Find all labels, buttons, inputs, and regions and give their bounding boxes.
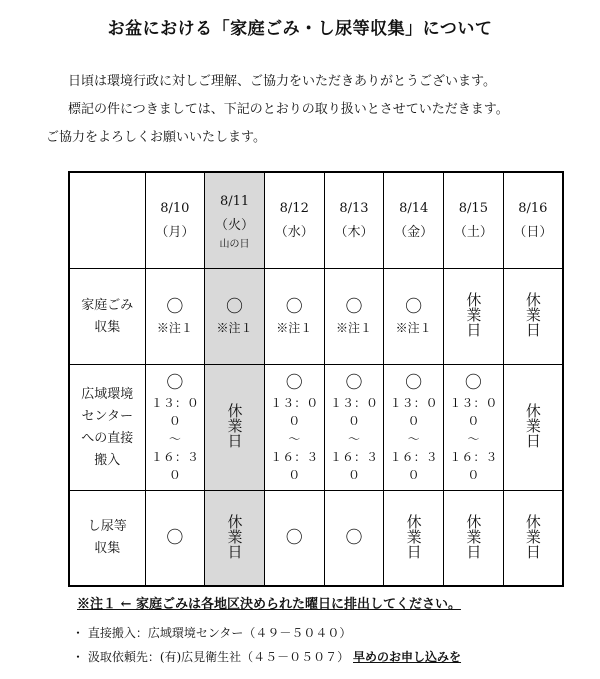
weekday-label: （木） <box>334 224 374 240</box>
date-label: 8/15 <box>458 200 488 216</box>
page-title: お盆における「家庭ごみ・し尿等収集」について <box>107 19 493 39</box>
schedule-cell <box>384 365 444 491</box>
closed-label: 休業日 <box>523 292 542 337</box>
date-label: 8/14 <box>399 200 429 216</box>
row-label-line: センター <box>81 408 133 424</box>
time-to: １６：３０ <box>449 449 498 482</box>
row-label-line: 収集 <box>94 541 121 556</box>
schedule-cell <box>264 491 324 587</box>
time-tilde: ～ <box>407 431 420 446</box>
time-to: １６：３０ <box>270 449 319 482</box>
date-header-cell <box>384 172 444 269</box>
date-header-cell <box>205 172 265 269</box>
time-tilde: ～ <box>467 431 480 446</box>
schedule-cell <box>145 269 205 365</box>
closed-label: 休業日 <box>523 403 542 448</box>
time-from: １３：００ <box>449 395 498 428</box>
row-label-line: 搬入 <box>94 452 121 468</box>
schedule-row <box>69 269 563 365</box>
schedule-cell <box>503 491 563 587</box>
date-label: 8/16 <box>518 200 548 216</box>
available-mark: 〇 <box>345 372 363 393</box>
time-from: １３：００ <box>270 395 319 428</box>
schedule-cell <box>205 365 265 491</box>
row-label-line: し尿等 <box>87 519 127 534</box>
schedule-cell <box>145 491 205 587</box>
available-mark: 〇 <box>166 296 184 317</box>
date-header-cell <box>324 172 384 269</box>
available-mark: 〇 <box>226 296 244 317</box>
schedule-cell <box>205 269 265 365</box>
date-header-cell <box>503 172 563 269</box>
time-to: １６：３０ <box>389 449 438 482</box>
pumping-request-contact <box>72 648 461 665</box>
row-label-cell <box>69 491 145 587</box>
weekday-label: （日） <box>513 224 553 240</box>
available-mark: 〇 <box>345 528 363 548</box>
closed-label: 休業日 <box>523 513 542 559</box>
available-mark: 〇 <box>405 372 423 393</box>
row-label-cell <box>69 269 145 365</box>
intro-paragraph-3: ご協力をよろしくお願いいたします。 <box>46 130 266 145</box>
schedule-cell <box>264 365 324 491</box>
schedule-cell <box>444 365 504 491</box>
available-mark: 〇 <box>464 372 482 393</box>
weekday-label: （土） <box>453 224 493 240</box>
schedule-cell <box>503 365 563 491</box>
note-ref: ※注１ <box>276 320 313 335</box>
weekday-label: （水） <box>274 224 314 240</box>
schedule-cell <box>324 491 384 587</box>
available-mark: 〇 <box>345 296 363 317</box>
weekday-label: （火） <box>215 217 255 233</box>
time-tilde: ～ <box>168 431 181 446</box>
intro-paragraph-1: 日頃は環境行政に対しご理解、ご協力をいただきありがとうございます。 <box>68 74 496 89</box>
row-label-line: 広域環境 <box>81 386 134 402</box>
date-label: 8/10 <box>160 200 190 216</box>
note-ref: ※注１ <box>335 320 372 335</box>
intro-paragraph-2: 標記の件につきましては、下記のとおりの取り扱いとさせていただきます。 <box>68 102 509 117</box>
closed-label: 休業日 <box>464 513 483 559</box>
schedule-row <box>69 491 563 587</box>
date-label: 8/12 <box>279 200 309 216</box>
time-from: １３：００ <box>150 395 199 428</box>
available-mark: 〇 <box>285 528 303 548</box>
schedule-cell <box>324 269 384 365</box>
available-mark: 〇 <box>285 296 303 317</box>
schedule-cell <box>444 269 504 365</box>
schedule-row <box>69 365 563 491</box>
date-header-cell <box>264 172 324 269</box>
early-request-notice: 早めのお申し込みを <box>353 650 462 664</box>
time-to: １６：３０ <box>150 449 199 482</box>
time-from: １３：００ <box>389 395 438 428</box>
schedule-cell <box>444 491 504 587</box>
note-ref: ※注１ <box>216 320 253 335</box>
row-label-line: への直接 <box>81 430 134 446</box>
available-mark: 〇 <box>405 296 423 317</box>
holiday-label: 山の日 <box>219 238 250 250</box>
available-mark: 〇 <box>166 528 184 548</box>
pumping-request-text: ・ 汲取依頼先：(有)広見衛生社（４５－０５０７） <box>72 650 350 664</box>
time-tilde: ～ <box>288 431 301 446</box>
date-header-cell <box>444 172 504 269</box>
closed-label: 休業日 <box>464 292 483 337</box>
header-row <box>69 172 563 269</box>
date-header-cell <box>145 172 205 269</box>
note-ref: ※注１ <box>395 320 432 335</box>
footnote-note-1: ※注１ ← 家庭ごみは各地区決められた曜日に排出してください。 <box>77 597 461 612</box>
collection-schedule-table <box>68 171 564 587</box>
schedule-cell <box>384 269 444 365</box>
schedule-cell <box>324 365 384 491</box>
closed-label: 休業日 <box>225 513 244 559</box>
row-label-line: 収集 <box>94 319 121 335</box>
closed-label: 休業日 <box>225 403 244 448</box>
note-ref: ※注１ <box>156 320 193 335</box>
schedule-cell <box>384 491 444 587</box>
time-from: １３：００ <box>329 395 378 428</box>
row-label-line: 家庭ごみ <box>81 297 134 313</box>
closed-label: 休業日 <box>404 513 423 559</box>
schedule-cell <box>145 365 205 491</box>
direct-delivery-contact: ・ 直接搬入：広域環境センター（４９－５０４０） <box>72 626 352 640</box>
time-to: １６：３０ <box>329 449 378 482</box>
available-mark: 〇 <box>285 372 303 393</box>
weekday-label: （金） <box>394 224 434 240</box>
schedule-cell <box>264 269 324 365</box>
weekday-label: （月） <box>155 224 195 240</box>
schedule-cell <box>205 491 265 587</box>
schedule-cell <box>503 269 563 365</box>
date-label: 8/13 <box>339 200 369 216</box>
header-corner-cell <box>69 172 145 269</box>
date-label: 8/11 <box>219 193 250 209</box>
available-mark: 〇 <box>166 372 184 393</box>
row-label-cell <box>69 365 145 491</box>
time-tilde: ～ <box>347 431 360 446</box>
